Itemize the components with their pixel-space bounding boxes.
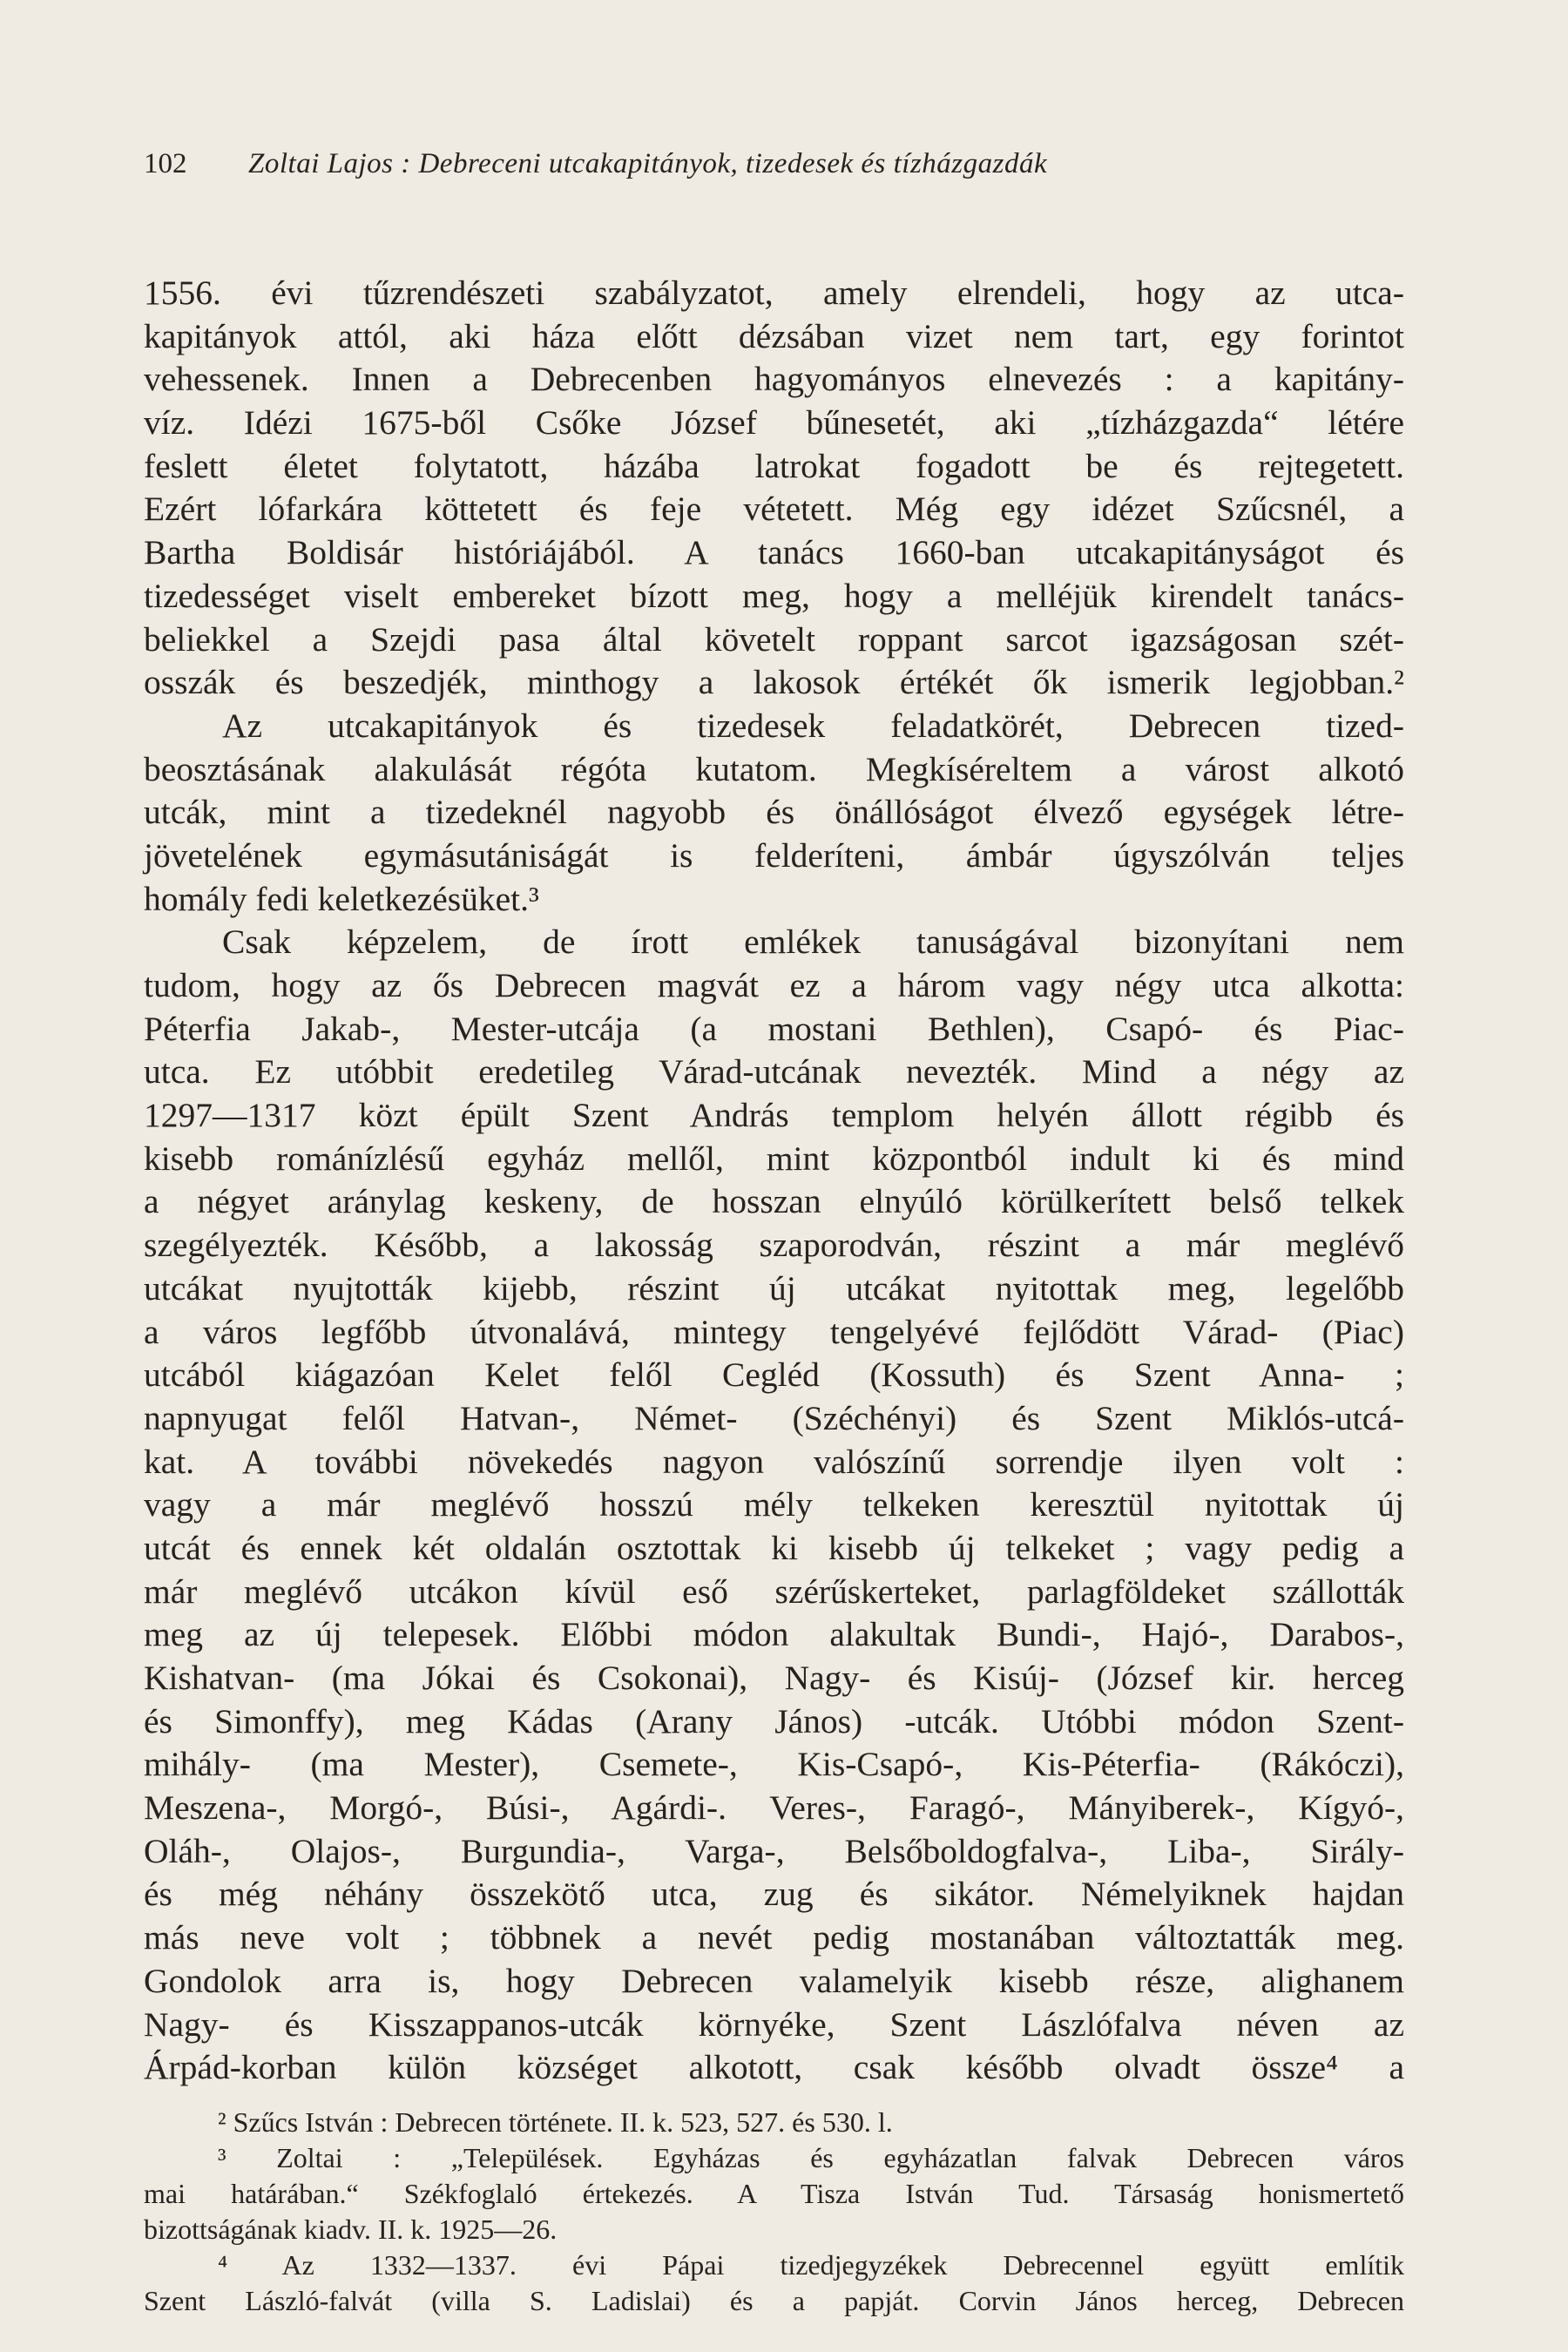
- body-line: tizedességet viselt embereket bízott meg, hogy a melléjük kirendelt tanács-: [144, 576, 1404, 615]
- body-line: Nagy- és Kisszappanos-utcák környéke, Szent Lászlófalva néven az: [144, 2004, 1404, 2044]
- body-line: beliekkel a Szejdi pasa által követelt roppant sarcot igazságosan szét-: [144, 619, 1404, 659]
- footnotes: [144, 2105, 1404, 2319]
- body-line: kat. A további növekedés nagyon valószínű sorrendje ilyen volt :: [144, 1442, 1404, 1481]
- body-line: utcát és ennek két oldalán osztottak ki kisebb új telkeket ; vagy pedig a: [144, 1528, 1404, 1567]
- body-line: utca. Ez utóbbit eredetileg Várad-utcának nevezték. Mind a négy az: [144, 1052, 1404, 1092]
- body-line: kapitányok attól, aki háza előtt dézsában vizet nem tart, egy forintot: [144, 316, 1404, 355]
- body-line: Ezért lófarkára köttetett és feje vétetett. Még egy idézet Szűcsnél, a: [144, 490, 1404, 529]
- body-line: Péterfia Jakab-, Mester-utcája (a mostani Bethlen), Csapó- és Piac-: [144, 1009, 1404, 1048]
- body-line: vagy a már meglévő hosszú mély telkeken keresztül nyitottak új: [144, 1485, 1404, 1524]
- page-header: [144, 148, 1416, 180]
- body-line: a város legfőbb útvonalává, mintegy tengelyévé fejlődött Várad- (Piac): [144, 1312, 1404, 1351]
- body-line: osszák és beszedjék, minthogy a lakosok értékét ők ismerik legjobban.²: [144, 663, 1404, 702]
- body-line: Meszena-, Morgó-, Búsi-, Agárdi-. Veres-, Faragó-, Mányiberek-, Kígyó-,: [144, 1788, 1404, 1828]
- body-line: kisebb románízlésű egyház mellől, mint központból indult ki és mind: [144, 1139, 1404, 1178]
- body-line: vehessenek. Innen a Debrecenben hagyományos elnevezés : a kapitány-: [144, 360, 1404, 399]
- footnote-line: ² Szűcs István : Debrecen története. II. k. 523, 527. és 530. l.: [218, 2106, 893, 2138]
- body-line: szegélyezték. Később, a lakosság szaporodván, részint a már meglévő: [144, 1226, 1404, 1265]
- body-line: jövetelének egymásutániságát is felderíteni, ámbár úgyszólván teljes: [144, 835, 1404, 875]
- footnote-line: ³ Zoltai : „Települések. Egyházas és egyházatlan falvak Debrecen város: [218, 2142, 1404, 2173]
- footnote-line: Szent László-falvát (villa S. Ladislai) és a papját. Corvin János herceg, Debrecen: [144, 2285, 1404, 2316]
- body-line: és még néhány összekötő utca, zug és sikátor. Némelyiknek hajdan: [144, 1875, 1404, 1914]
- body-line: utcák, mint a tizedeknél nagyobb és önállóságot élvező egységek létre-: [144, 793, 1404, 832]
- body-line: Oláh-, Olajos-, Burgundia-, Varga-, Belsőboldogfalva-, Liba-, Sirály-: [144, 1831, 1404, 1870]
- body-line: Az utcakapitányok és tizedesek feladatkörét, Debrecen tized-: [222, 706, 1404, 745]
- body-line: beosztásának alakulását régóta kutatom. Megkíséreltem a várost alkotó: [144, 749, 1404, 788]
- body-line: napnyugat felől Hatvan-, Német- (Széchényi) és Szent Miklós-utcá-: [144, 1398, 1404, 1437]
- body-line: víz. Idézi 1675-ből Csőke József bűnesetét, aki „tízházgazda“ létére: [144, 403, 1404, 443]
- body-line: Gondolok arra is, hogy Debrecen valamelyik kisebb része, alighanem: [144, 1961, 1404, 2000]
- body-line: mihály- (ma Mester), Csemete-, Kis-Csapó-, Kis-Péterfia- (Rákóczi),: [144, 1745, 1404, 1784]
- body-line: utcából kiágazóan Kelet felől Cegléd (Kossuth) és Szent Anna- ;: [144, 1355, 1404, 1395]
- body-line: tudom, hogy az ős Debrecen magvát ez a három vagy négy utca alkotta:: [144, 966, 1404, 1004]
- body-line: Bartha Boldisár históriájából. A tanács 1660-ban utcakapitányságot és: [144, 533, 1404, 572]
- body-line: a négyet aránylag keskeny, de hosszan elnyúló körülkerített belső telkek: [144, 1182, 1404, 1221]
- footnote-line: ⁴ Az 1332—1337. évi Pápai tizedjegyzékek Debrecennel együtt említik: [218, 2249, 1404, 2281]
- body-line: 1556. évi tűzrendészeti szabályzatot, amely elrendeli, hogy az utca-: [144, 274, 1404, 312]
- page-number: 102: [144, 148, 187, 179]
- body-line: Csak képzelem, de írott emlékek tanuságával bizonyítani nem: [222, 923, 1404, 962]
- body-line: és Simonffy), meg Kádas (Arany János) -utcák. Utóbbi módon Szent-: [144, 1701, 1404, 1740]
- body-text: [144, 272, 1404, 2090]
- body-line: homály fedi keletkezésüket.³: [144, 879, 539, 918]
- body-line: meg az új telepesek. Előbbi módon alakultak Bundi-, Hajó-, Darabos-,: [144, 1615, 1404, 1654]
- footnote-line: bizottságának kiadv. II. k. 1925—26.: [144, 2213, 558, 2245]
- footnote-line: mai határában.“ Székfoglaló értekezés. A Tisza István Tud. Társaság honismertető: [144, 2178, 1404, 2209]
- body-line: más neve volt ; többnek a nevét pedig mostanában változtatták meg.: [144, 1918, 1404, 1957]
- running-title: Zoltai Lajos : Debreceni utcakapitányok, tizedesek és tízházgazdák: [248, 148, 1048, 179]
- body-line: már meglévő utcákon kívül eső szérűskerteket, parlagföldeket szállották: [144, 1571, 1404, 1611]
- body-line: 1297—1317 közt épült Szent András templom helyén állott régibb és: [144, 1096, 1404, 1135]
- body-line: Kishatvan- (ma Jókai és Csokonai), Nagy- és Kisúj- (József kir. herceg: [144, 1659, 1404, 1697]
- body-line: feslett életet folytatott, házába latrokat fogadott be és rejtegetett.: [144, 446, 1404, 485]
- body-line: Árpád-korban külön községet alkotott, csak később olvadt össze⁴ a: [144, 2048, 1404, 2087]
- body-line: utcákat nyujtották kijebb, részint új utcákat nyitottak meg, legelőbb: [144, 1268, 1404, 1308]
